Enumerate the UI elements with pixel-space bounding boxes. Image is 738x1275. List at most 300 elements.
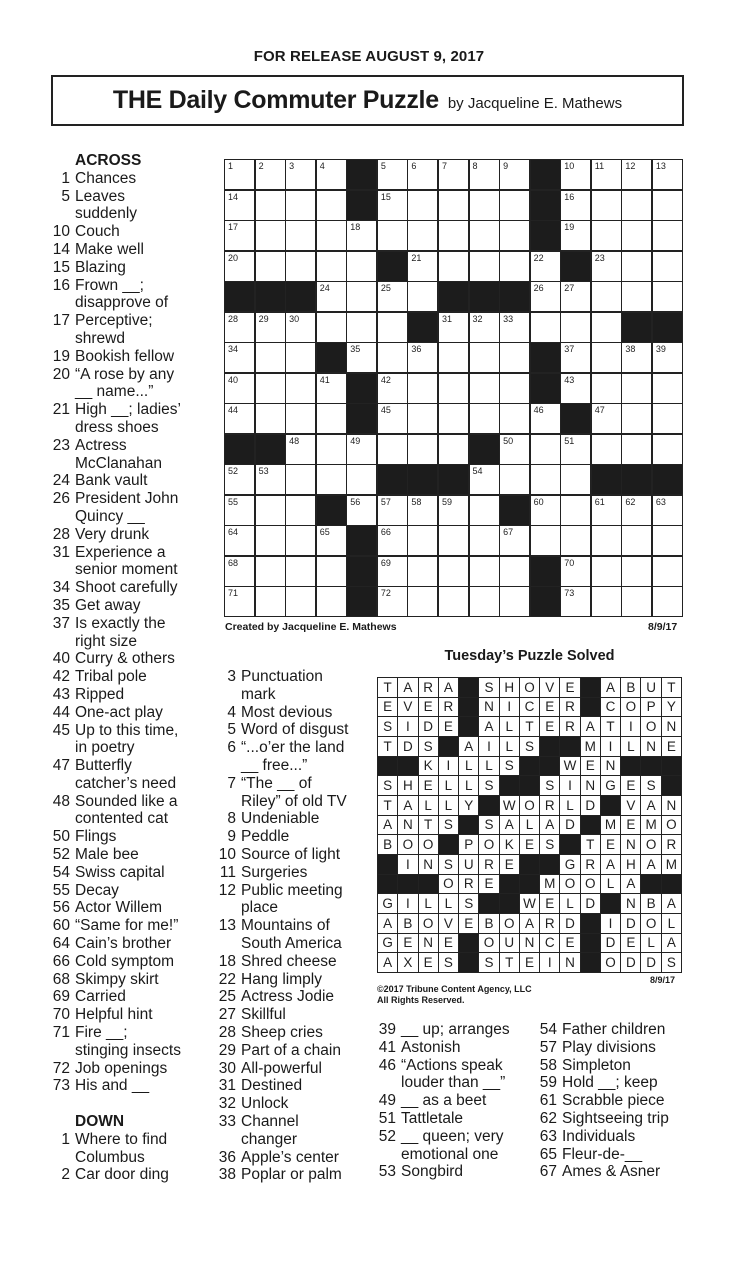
grid-cell[interactable] bbox=[470, 404, 499, 433]
grid-cell[interactable] bbox=[408, 526, 437, 555]
grid-cell[interactable] bbox=[592, 252, 621, 281]
solved-letter: G bbox=[560, 855, 579, 874]
grid-cell[interactable] bbox=[561, 374, 590, 403]
clue-text bbox=[75, 1166, 221, 1184]
clue-text bbox=[562, 1074, 703, 1092]
cell-number: 56 bbox=[350, 496, 361, 507]
grid-cell[interactable] bbox=[592, 404, 621, 433]
clue-text bbox=[401, 1128, 532, 1164]
grid-cell[interactable] bbox=[225, 252, 254, 281]
solved-letter: S bbox=[419, 737, 438, 756]
clue-number: 54 bbox=[52, 863, 70, 881]
grid-cell[interactable] bbox=[500, 587, 529, 616]
grid-cell[interactable] bbox=[500, 221, 529, 250]
grid-cell[interactable] bbox=[653, 557, 682, 586]
grid-cell[interactable] bbox=[225, 313, 254, 342]
grid-cell[interactable] bbox=[225, 160, 254, 189]
clue-text bbox=[75, 668, 221, 686]
grid-cell[interactable] bbox=[561, 465, 590, 494]
grid-cell[interactable] bbox=[347, 435, 376, 464]
grid-cell[interactable] bbox=[286, 374, 315, 403]
solved-letter: G bbox=[378, 934, 397, 953]
grid-cell[interactable] bbox=[408, 587, 437, 616]
solved-letter: I bbox=[479, 737, 498, 756]
grid-cell[interactable] bbox=[286, 221, 315, 250]
clue-text bbox=[241, 988, 372, 1006]
grid-cell[interactable] bbox=[592, 557, 621, 586]
clue-line: Sightseeing trip bbox=[562, 1109, 669, 1127]
grid-cell[interactable] bbox=[286, 496, 315, 525]
clue-item bbox=[46, 277, 221, 313]
clue-text bbox=[241, 864, 372, 882]
solved-letter: L bbox=[439, 796, 458, 815]
clue-column-down-2 bbox=[212, 668, 372, 1184]
black-square bbox=[439, 465, 468, 494]
grid-cell[interactable] bbox=[225, 557, 254, 586]
grid-cell[interactable] bbox=[439, 313, 468, 342]
clue-text bbox=[75, 704, 221, 722]
grid-cell[interactable] bbox=[500, 465, 529, 494]
grid-cell[interactable] bbox=[592, 343, 621, 372]
grid-cell[interactable] bbox=[347, 282, 376, 311]
grid-cell[interactable] bbox=[286, 557, 315, 586]
grid-cell[interactable] bbox=[439, 587, 468, 616]
grid-cell[interactable] bbox=[317, 404, 346, 433]
grid-cell[interactable] bbox=[286, 191, 315, 220]
grid-cell[interactable] bbox=[653, 587, 682, 616]
grid-cell[interactable] bbox=[378, 435, 407, 464]
grid-cell[interactable] bbox=[225, 465, 254, 494]
clue-item bbox=[46, 846, 221, 864]
clue-line: “The __ of bbox=[241, 774, 312, 792]
solved-letter: A bbox=[500, 816, 519, 835]
cell-number: 28 bbox=[228, 313, 239, 324]
grid-cell[interactable] bbox=[531, 496, 560, 525]
grid-cell[interactable] bbox=[286, 526, 315, 555]
grid-cell[interactable] bbox=[561, 221, 590, 250]
solved-black-square bbox=[378, 855, 397, 874]
clue-line: Decay bbox=[75, 881, 119, 899]
clue-line: Apple’s center bbox=[241, 1148, 339, 1166]
grid-cell[interactable] bbox=[622, 557, 651, 586]
grid-cell[interactable] bbox=[439, 160, 468, 189]
grid-cell[interactable] bbox=[317, 313, 346, 342]
solved-letter: N bbox=[621, 894, 640, 913]
cell-number: 47 bbox=[594, 405, 605, 415]
cell-number: 19 bbox=[564, 222, 575, 232]
solved-letter: D bbox=[419, 717, 438, 736]
grid-cell[interactable] bbox=[470, 465, 499, 494]
black-square bbox=[531, 557, 560, 586]
grid-cell[interactable] bbox=[256, 526, 285, 555]
grid-cell[interactable] bbox=[317, 557, 346, 586]
clue-line: disapprove of bbox=[75, 294, 169, 312]
grid-cell[interactable] bbox=[256, 221, 285, 250]
grid-cell[interactable] bbox=[531, 313, 560, 342]
clue-item bbox=[46, 401, 221, 437]
cell-number: 3 bbox=[289, 161, 295, 171]
grid-cell[interactable] bbox=[622, 404, 651, 433]
grid-cell[interactable] bbox=[378, 191, 407, 220]
clue-item bbox=[533, 1021, 703, 1039]
solved-black-square bbox=[459, 953, 478, 972]
grid-cell[interactable] bbox=[378, 587, 407, 616]
grid-cell[interactable] bbox=[286, 160, 315, 189]
grid-cell[interactable] bbox=[470, 160, 499, 189]
grid-cell[interactable] bbox=[622, 374, 651, 403]
clue-item bbox=[46, 722, 221, 758]
grid-cell[interactable] bbox=[470, 496, 499, 525]
grid-cell[interactable] bbox=[592, 191, 621, 220]
clue-line: Word of disgust bbox=[241, 721, 349, 739]
grid-cell[interactable] bbox=[286, 252, 315, 281]
grid-cell[interactable] bbox=[378, 160, 407, 189]
solved-letter: O bbox=[500, 914, 519, 933]
grid-cell[interactable] bbox=[408, 191, 437, 220]
grid-cell[interactable] bbox=[470, 557, 499, 586]
solved-black-square bbox=[459, 698, 478, 717]
grid-cell[interactable] bbox=[225, 191, 254, 220]
grid-cell[interactable] bbox=[439, 191, 468, 220]
clue-line: Sounded like a bbox=[75, 792, 178, 810]
solved-letter: N bbox=[398, 816, 417, 835]
solved-letter: E bbox=[581, 757, 600, 776]
grid-cell[interactable] bbox=[286, 465, 315, 494]
grid-cell[interactable] bbox=[653, 282, 682, 311]
cell-number: 40 bbox=[228, 374, 239, 385]
clue-number: 38 bbox=[218, 1166, 236, 1184]
grid-cell[interactable] bbox=[256, 252, 285, 281]
solved-letter: E bbox=[540, 698, 559, 717]
solved-letter: E bbox=[479, 875, 498, 894]
grid-cell[interactable] bbox=[439, 526, 468, 555]
grid-cell[interactable] bbox=[408, 282, 437, 311]
solved-letter: E bbox=[520, 953, 539, 972]
black-square bbox=[225, 435, 254, 464]
grid-cell[interactable] bbox=[592, 435, 621, 464]
grid-cell[interactable] bbox=[470, 526, 499, 555]
grid-cell[interactable] bbox=[378, 404, 407, 433]
grid-cell[interactable] bbox=[408, 496, 437, 525]
grid-cell[interactable] bbox=[500, 557, 529, 586]
cell-number: 11 bbox=[594, 161, 605, 171]
grid-cell[interactable] bbox=[653, 252, 682, 281]
grid-cell[interactable] bbox=[378, 221, 407, 250]
grid-cell[interactable] bbox=[408, 343, 437, 372]
grid-cell[interactable] bbox=[317, 526, 346, 555]
clue-line: Sheep cries bbox=[241, 1023, 323, 1041]
cell-number: 68 bbox=[228, 557, 239, 568]
grid-cell[interactable] bbox=[622, 587, 651, 616]
down-clue-list-2 bbox=[212, 668, 372, 1184]
grid-cell[interactable] bbox=[439, 374, 468, 403]
grid-cell[interactable] bbox=[408, 435, 437, 464]
clue-line: Skillful bbox=[241, 1006, 286, 1024]
grid-cell[interactable] bbox=[531, 404, 560, 433]
grid-cell[interactable] bbox=[225, 221, 254, 250]
clue-line: Astonish bbox=[401, 1038, 461, 1056]
grid-cell[interactable] bbox=[439, 252, 468, 281]
grid-cell[interactable] bbox=[378, 557, 407, 586]
grid-cell[interactable] bbox=[256, 313, 285, 342]
cell-number: 7 bbox=[441, 161, 447, 171]
solved-letter: L bbox=[459, 776, 478, 795]
grid-cell[interactable] bbox=[653, 221, 682, 250]
grid-cell[interactable] bbox=[500, 374, 529, 403]
solved-letter: O bbox=[520, 796, 539, 815]
grid-cell[interactable] bbox=[225, 496, 254, 525]
solved-letter: S bbox=[439, 816, 458, 835]
grid-cell[interactable] bbox=[439, 435, 468, 464]
grid-cell[interactable] bbox=[408, 252, 437, 281]
clue-number: 6 bbox=[227, 739, 236, 757]
grid-cell[interactable] bbox=[439, 496, 468, 525]
grid-cell[interactable] bbox=[622, 282, 651, 311]
across-header: ACROSS bbox=[75, 152, 142, 169]
cell-number: 42 bbox=[380, 374, 391, 385]
clue-text bbox=[562, 1163, 703, 1181]
grid-cell[interactable] bbox=[561, 435, 590, 464]
grid-cell[interactable] bbox=[500, 435, 529, 464]
grid-cell[interactable] bbox=[347, 465, 376, 494]
grid-cell[interactable] bbox=[317, 252, 346, 281]
grid-cell[interactable] bbox=[347, 221, 376, 250]
grid-cell[interactable] bbox=[653, 435, 682, 464]
grid-cell[interactable] bbox=[622, 221, 651, 250]
solved-letter: I bbox=[540, 953, 559, 972]
clue-item bbox=[46, 615, 221, 651]
clue-text bbox=[241, 1113, 372, 1149]
grid-cell[interactable] bbox=[256, 374, 285, 403]
grid-cell[interactable] bbox=[470, 587, 499, 616]
clue-line: Carried bbox=[75, 988, 126, 1006]
cell-number: 10 bbox=[564, 161, 575, 171]
grid-cell[interactable] bbox=[225, 526, 254, 555]
grid-cell[interactable] bbox=[225, 343, 254, 372]
grid-cell[interactable] bbox=[256, 587, 285, 616]
cell-number: 49 bbox=[350, 435, 361, 446]
clue-text bbox=[562, 1039, 703, 1057]
grid-cell[interactable] bbox=[256, 496, 285, 525]
grid-cell[interactable] bbox=[256, 404, 285, 433]
grid-cell[interactable] bbox=[470, 252, 499, 281]
grid-cell[interactable] bbox=[561, 282, 590, 311]
grid-cell[interactable] bbox=[378, 496, 407, 525]
grid-cell[interactable] bbox=[622, 160, 651, 189]
grid-cell[interactable] bbox=[531, 282, 560, 311]
clue-number: 66 bbox=[52, 952, 70, 970]
grid-cell[interactable] bbox=[286, 435, 315, 464]
solved-letter: R bbox=[540, 796, 559, 815]
grid-cell[interactable] bbox=[317, 282, 346, 311]
grid-cell[interactable] bbox=[500, 160, 529, 189]
grid-cell[interactable] bbox=[470, 343, 499, 372]
grid-cell[interactable] bbox=[592, 221, 621, 250]
grid-cell[interactable] bbox=[256, 343, 285, 372]
solved-letter: E bbox=[439, 717, 458, 736]
cell-number: 24 bbox=[319, 283, 330, 293]
grid-cell[interactable] bbox=[439, 557, 468, 586]
grid-cell[interactable] bbox=[470, 221, 499, 250]
grid-cell[interactable] bbox=[286, 404, 315, 433]
grid-cell[interactable] bbox=[592, 496, 621, 525]
cell-number: 51 bbox=[564, 435, 575, 446]
clue-line: catcher’s need bbox=[75, 774, 177, 792]
grid-cell[interactable] bbox=[622, 191, 651, 220]
grid-cell[interactable] bbox=[317, 374, 346, 403]
solved-letter: O bbox=[621, 698, 640, 717]
grid-cell[interactable] bbox=[561, 313, 590, 342]
solved-letter: S bbox=[479, 953, 498, 972]
solved-letter: S bbox=[479, 776, 498, 795]
clue-item bbox=[46, 170, 221, 188]
grid-cell[interactable] bbox=[531, 435, 560, 464]
grid-cell[interactable] bbox=[592, 587, 621, 616]
clue-text bbox=[75, 1006, 221, 1024]
grid-cell[interactable] bbox=[500, 313, 529, 342]
clue-line: Unlock bbox=[241, 1095, 289, 1113]
grid-cell[interactable] bbox=[378, 526, 407, 555]
grid-cell[interactable] bbox=[439, 404, 468, 433]
grid-cell[interactable] bbox=[256, 191, 285, 220]
grid-cell[interactable] bbox=[592, 526, 621, 555]
grid-cell[interactable] bbox=[622, 496, 651, 525]
grid-cell[interactable] bbox=[317, 160, 346, 189]
grid-cell[interactable] bbox=[500, 191, 529, 220]
solved-letter: S bbox=[479, 816, 498, 835]
grid-cell[interactable] bbox=[378, 313, 407, 342]
grid-cell[interactable] bbox=[653, 191, 682, 220]
solved-letter: L bbox=[419, 894, 438, 913]
grid-cell[interactable] bbox=[653, 343, 682, 372]
grid-cell[interactable] bbox=[653, 404, 682, 433]
grid-cell[interactable] bbox=[500, 404, 529, 433]
grid-cell[interactable] bbox=[408, 160, 437, 189]
grid-cell[interactable] bbox=[317, 465, 346, 494]
grid-cell[interactable] bbox=[653, 160, 682, 189]
grid-cell[interactable] bbox=[317, 221, 346, 250]
solved-letter: A bbox=[398, 678, 417, 697]
grid-cell[interactable] bbox=[408, 404, 437, 433]
solved-letter: H bbox=[398, 776, 417, 795]
grid-cell[interactable] bbox=[439, 221, 468, 250]
solved-black-square bbox=[419, 875, 438, 894]
grid-cell[interactable] bbox=[408, 374, 437, 403]
grid-cell[interactable] bbox=[317, 435, 346, 464]
solved-letter: S bbox=[378, 717, 397, 736]
black-square bbox=[378, 465, 407, 494]
grid-cell[interactable] bbox=[256, 465, 285, 494]
clue-number: 5 bbox=[61, 187, 70, 205]
grid-cell[interactable] bbox=[256, 160, 285, 189]
clue-text bbox=[241, 953, 372, 971]
grid-cell[interactable] bbox=[622, 526, 651, 555]
grid-cell[interactable] bbox=[470, 374, 499, 403]
grid-cell[interactable] bbox=[470, 313, 499, 342]
cell-number: 31 bbox=[441, 313, 452, 324]
clue-text bbox=[401, 1057, 532, 1093]
grid-cell[interactable] bbox=[470, 191, 499, 220]
grid-cell[interactable] bbox=[531, 526, 560, 555]
grid-cell[interactable] bbox=[347, 496, 376, 525]
clue-text bbox=[562, 1057, 703, 1075]
grid-cell[interactable] bbox=[378, 282, 407, 311]
grid-cell[interactable] bbox=[225, 587, 254, 616]
grid-cell[interactable] bbox=[347, 313, 376, 342]
clue-item bbox=[46, 935, 221, 953]
solved-black-square bbox=[520, 855, 539, 874]
clue-text bbox=[562, 1146, 703, 1164]
grid-cell[interactable] bbox=[622, 252, 651, 281]
grid-cell[interactable] bbox=[347, 252, 376, 281]
grid-cell[interactable] bbox=[256, 557, 285, 586]
grid-cell[interactable] bbox=[653, 374, 682, 403]
black-square bbox=[317, 496, 346, 525]
grid-cell[interactable] bbox=[531, 252, 560, 281]
grid-cell[interactable] bbox=[286, 587, 315, 616]
grid-cell[interactable] bbox=[592, 282, 621, 311]
grid-cell[interactable] bbox=[622, 435, 651, 464]
grid-cell[interactable] bbox=[378, 343, 407, 372]
black-square bbox=[470, 435, 499, 464]
grid-cell[interactable] bbox=[286, 313, 315, 342]
grid-cell[interactable] bbox=[286, 343, 315, 372]
grid-cell[interactable] bbox=[561, 160, 590, 189]
clue-line: Bank vault bbox=[75, 472, 148, 490]
black-square bbox=[347, 404, 376, 433]
grid-cell[interactable] bbox=[622, 343, 651, 372]
grid-cell[interactable] bbox=[653, 526, 682, 555]
grid-cell[interactable] bbox=[317, 587, 346, 616]
grid-cell[interactable] bbox=[561, 557, 590, 586]
grid-cell[interactable] bbox=[561, 526, 590, 555]
clue-text bbox=[241, 971, 372, 989]
grid-cell[interactable] bbox=[500, 252, 529, 281]
grid-cell[interactable] bbox=[439, 343, 468, 372]
grid-cell[interactable] bbox=[500, 343, 529, 372]
grid-cell[interactable] bbox=[561, 496, 590, 525]
grid-cell[interactable] bbox=[317, 191, 346, 220]
grid-cell[interactable] bbox=[347, 343, 376, 372]
grid-cell[interactable] bbox=[408, 557, 437, 586]
grid-cell[interactable] bbox=[408, 221, 437, 250]
clue-line: Riley” of old TV bbox=[241, 792, 347, 810]
grid-cell[interactable] bbox=[561, 587, 590, 616]
grid-cell[interactable] bbox=[225, 404, 254, 433]
clue-line: Helpful hint bbox=[75, 1006, 153, 1024]
clue-line: __ name...” bbox=[75, 383, 154, 401]
grid-cell[interactable] bbox=[561, 343, 590, 372]
puzzle-date: 8/9/17 bbox=[648, 621, 678, 633]
solved-letter: L bbox=[479, 757, 498, 776]
clue-line: McClanahan bbox=[75, 454, 163, 472]
grid-cell[interactable] bbox=[225, 374, 254, 403]
grid-cell[interactable] bbox=[378, 374, 407, 403]
solved-letter: A bbox=[601, 855, 620, 874]
grid-cell[interactable] bbox=[531, 465, 560, 494]
grid-cell[interactable] bbox=[592, 374, 621, 403]
grid-cell[interactable] bbox=[592, 313, 621, 342]
clue-text bbox=[75, 846, 221, 864]
solved-letter: D bbox=[601, 934, 620, 953]
grid-cell[interactable] bbox=[592, 160, 621, 189]
grid-cell[interactable] bbox=[561, 191, 590, 220]
clue-text bbox=[75, 490, 221, 526]
clue-item bbox=[212, 917, 372, 953]
grid-cell[interactable] bbox=[500, 526, 529, 555]
grid-cell[interactable] bbox=[653, 496, 682, 525]
clue-item bbox=[212, 953, 372, 971]
